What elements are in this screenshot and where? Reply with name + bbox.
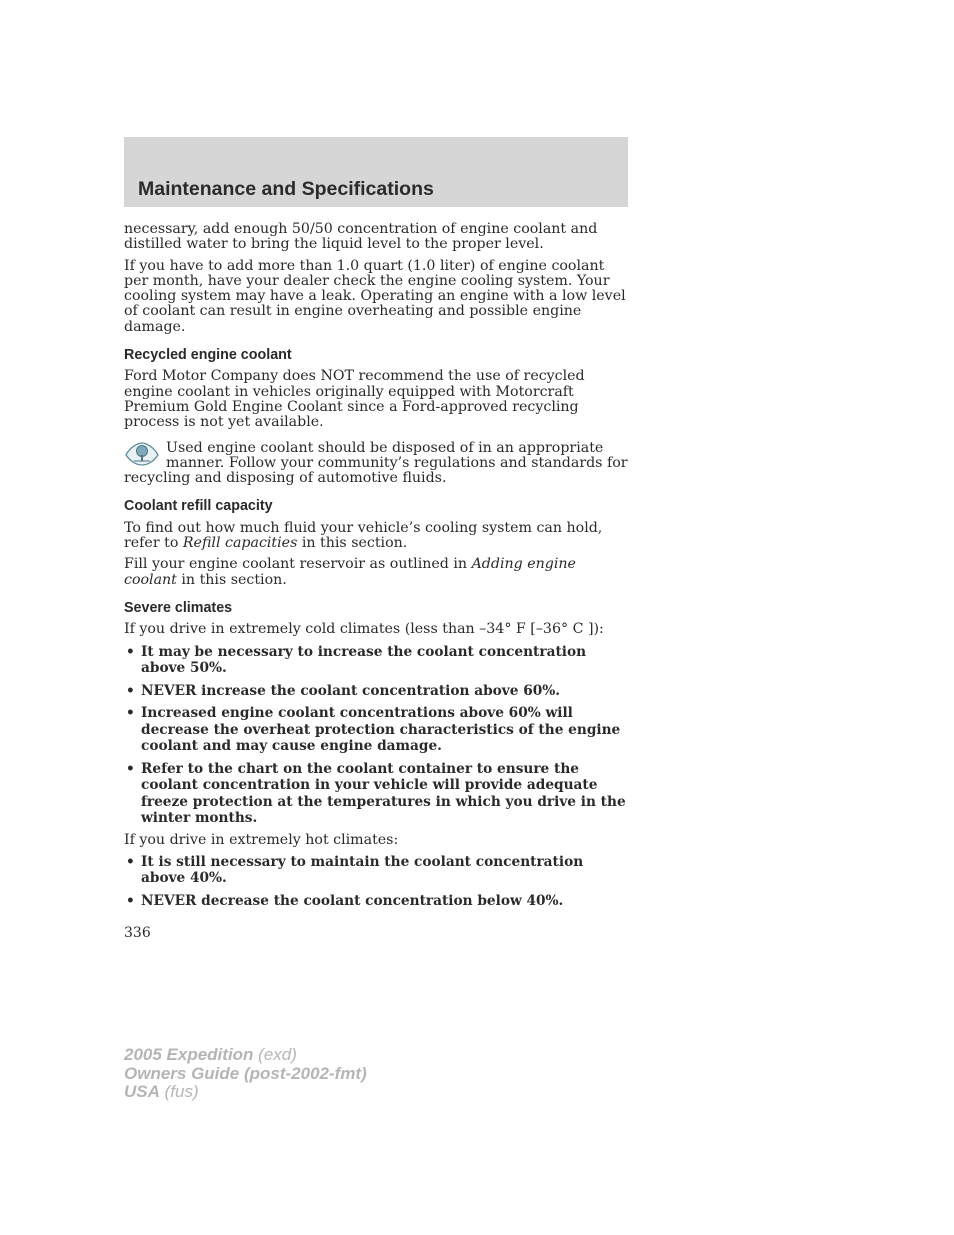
crossref-refill-capacities: Refill capacities bbox=[182, 535, 298, 552]
paragraph bbox=[124, 557, 628, 588]
paragraph: Ford Motor Company does NOT recommend the use of recycled engine coolant in vehicles originally equipped with Motorcraft Premium Gold Engine Coolant since a Ford-approved recycling process is not yet available. bbox=[124, 368, 585, 431]
cold-climate-list bbox=[124, 644, 628, 827]
heading-severe-climates: Severe climates bbox=[124, 599, 233, 616]
list-item: • It is still necessary to maintain the coolant concentration above 40%. bbox=[124, 854, 628, 887]
paragraph bbox=[124, 521, 628, 552]
heading-recycled-coolant: Recycled engine coolant bbox=[124, 347, 292, 364]
eco-note bbox=[124, 441, 628, 487]
text-run: in this section. bbox=[176, 571, 287, 588]
list-item: • Refer to the chart on the coolant container to ensure the coolant concentration in your vehicle will provide adequate freeze protection at the temperatures in which you drive in the winter months. bbox=[124, 761, 628, 827]
paragraph: necessary, add enough 50/50 concentration of engine coolant and distilled water to bring the liquid level to the proper level. bbox=[124, 221, 598, 253]
document-footer bbox=[124, 1046, 367, 1102]
list-item: • Increased engine coolant concentrations above 60% will decrease the overheat protection characteristics of the engine coolant and may cause engine damage. bbox=[124, 705, 628, 755]
footer-model-code: (exd) bbox=[253, 1045, 297, 1064]
footer-line bbox=[124, 1083, 367, 1102]
section-header-band bbox=[124, 137, 628, 207]
eco-note-text: Used engine coolant should be disposed of in an appropriate manner. Follow your community’s regulations and standards for recycling and disposing of automotive fluids. bbox=[124, 439, 628, 487]
recycle-tree-icon bbox=[124, 441, 160, 467]
text-run: To find out how much fluid your vehicle’s cooling system can hold, refer to bbox=[124, 519, 603, 552]
footer-line bbox=[124, 1046, 367, 1065]
footer-guide: Owners Guide (post-2002-fmt) bbox=[124, 1063, 367, 1083]
list-item: • NEVER decrease the coolant concentration below 40%. bbox=[124, 893, 628, 910]
section-title: Maintenance and Specifications bbox=[138, 178, 434, 200]
paragraph: If you drive in extremely cold climates (less than –34° F [–36° C ]): bbox=[124, 621, 604, 638]
text-run: Fill your engine coolant reservoir as outlined in bbox=[124, 556, 472, 573]
list-item: • NEVER increase the coolant concentration above 60%. bbox=[124, 683, 628, 700]
crossref-adding-coolant: Adding engine coolant bbox=[124, 556, 576, 588]
page-number: 336 bbox=[124, 925, 151, 941]
hot-climate-list bbox=[124, 854, 628, 910]
paragraph: If you have to add more than 1.0 quart (1.0 liter) of engine coolant per month, have your dealer check the engine cooling system. Your cooling system may have a leak. Operating an engine with a low level of coolant can result in engine overheating and possible engine damage. bbox=[124, 257, 626, 335]
paragraph: If you drive in extremely hot climates: bbox=[124, 831, 399, 848]
footer-market-code: (fus) bbox=[159, 1082, 199, 1101]
footer-model: 2005 Expedition bbox=[124, 1045, 254, 1064]
list-item: • It may be necessary to increase the coolant concentration above 50%. bbox=[124, 644, 628, 677]
page-content bbox=[124, 222, 628, 915]
text-run: in this section. bbox=[297, 535, 408, 552]
footer-market: USA bbox=[124, 1082, 160, 1101]
footer-line bbox=[124, 1065, 367, 1084]
heading-refill-capacity: Coolant refill capacity bbox=[124, 498, 273, 515]
